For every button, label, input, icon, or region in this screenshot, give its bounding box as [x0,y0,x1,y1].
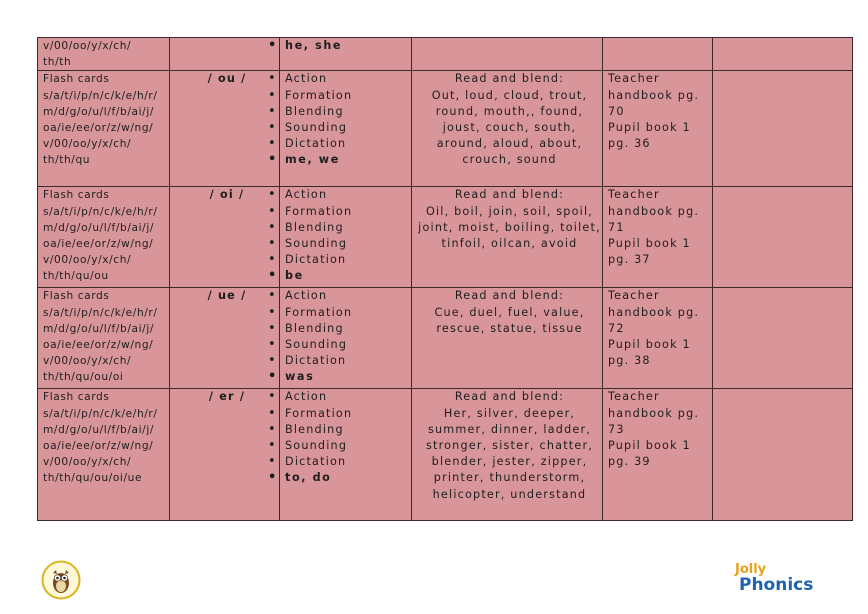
plan-row [38,71,853,187]
logo-phonics-text: Phonics [739,575,813,594]
activity-item: • Dictation [285,353,411,369]
activity-item: • Formation [285,88,411,104]
read-blend-words: Out, loud, cloud, trout, round, mouth,, found, joust, couch, south, around, aloud, about, crouch, sound [431,88,588,167]
resources-text: Teacher handbook pg. 70 Pupil book 1 pg. 36 [608,72,700,151]
tricky-words-item: • to, do [285,470,411,486]
tricky-words-item: • he, she [285,38,411,54]
tricky-words-item: • me, we [285,152,411,168]
sound-cell [170,187,280,288]
sound-cell [170,389,280,521]
notes-cell [713,71,853,187]
sound-label: / ue / [207,289,247,303]
tricky-words-item: • was [285,369,411,385]
plan-row [38,38,853,71]
resources-cell [603,389,713,521]
read-blend-words: Oil, boil, join, soil, spoil, joint, moist, boiling, toilet, tinfoil, oilcan, avoid [418,204,601,251]
activities-cell [280,187,412,288]
resources-text: Teacher handbook pg. 71 Pupil book 1 pg. 37 [608,188,700,267]
flash-cards-text: v/00/oo/y/x/ch/ th/th [43,40,132,69]
activities-list [285,38,411,54]
resources-cell [603,38,713,71]
activity-item: • Action [285,71,411,87]
activity-item: • Action [285,187,411,203]
activity-item: • Formation [285,406,411,422]
activities-list [285,187,411,284]
resources-cell [603,71,713,187]
resources-text: Teacher handbook pg. 72 Pupil book 1 pg. 38 [608,289,700,368]
flash-cards-text: Flash cards s/a/t/i/p/n/c/k/e/h/r/ m/d/g/o/u/l/f/b/ai/j/ oa/ie/ee/or/z/w/ng/ v/00/oo/y/x/ch/ th/th/qu/ou/oi/ue [43,391,158,485]
owl-logo-icon [41,560,81,600]
read-blend-cell [412,38,603,71]
flash-cards-text: Flash cards s/a/t/i/p/n/c/k/e/h/r/ m/d/g/o/u/l/f/b/ai/j/ oa/ie/ee/or/z/w/ng/ v/00/oo/y/x/ch/ th/th/qu/ou/oi [43,290,158,384]
notes-cell [713,389,853,521]
activity-item: • Action [285,389,411,405]
activity-item: • Dictation [285,136,411,152]
flash-cards-cell [38,389,170,521]
read-blend-cell [412,389,603,521]
activity-item: • Dictation [285,252,411,268]
notes-cell [713,187,853,288]
plan-row [38,288,853,389]
flash-cards-text: Flash cards s/a/t/i/p/n/c/k/e/h/r/ m/d/g/o/u/l/f/b/ai/j/ oa/ie/ee/or/z/w/ng/ v/00/oo/y/x/ch/ th/th/qu [43,73,158,167]
activity-item: • Sounding [285,337,411,353]
flash-cards-cell [38,288,170,389]
read-blend-heading: Read and blend: [454,390,565,404]
activities-cell [280,71,412,187]
resources-cell [603,187,713,288]
activities-list [285,389,411,486]
resources-text: Teacher handbook pg. 73 Pupil book 1 pg. 39 [608,390,700,469]
flash-cards-text: Flash cards s/a/t/i/p/n/c/k/e/h/r/ m/d/g/o/u/l/f/b/ai/j/ oa/ie/ee/or/z/w/ng/ v/00/oo/y/x/ch/ th/th/qu/ou [43,189,158,283]
activity-item: • Sounding [285,438,411,454]
jolly-phonics-logo [733,560,813,594]
activities-list [285,288,411,385]
flash-cards-cell [38,187,170,288]
plan-row [38,187,853,288]
activities-cell [280,38,412,71]
read-blend-heading: Read and blend: [454,72,565,86]
sound-cell [170,38,280,71]
activity-item: • Formation [285,305,411,321]
read-blend-cell [412,288,603,389]
sound-cell [170,71,280,187]
sound-label: / oi / [209,188,245,202]
logo-jolly-text: Jolly [735,562,767,577]
read-blend-words: Her, silver, deeper, summer, dinner, ladder, stronger, sister, chatter, blender, jester, zipper, printer, thunderstorm, helicopter, understand [425,406,594,501]
sound-label: / ou / [207,72,247,86]
activities-cell [280,389,412,521]
notes-cell [713,288,853,389]
activities-list [285,71,411,168]
read-blend-words: Cue, duel, fuel, value, rescue, statue, tissue [434,305,585,335]
sound-label: / er / [208,390,246,404]
activity-item: • Action [285,288,411,304]
flash-cards-cell [38,71,170,187]
activity-item: • Blending [285,220,411,236]
activity-item: • Dictation [285,454,411,470]
activity-item: • Sounding [285,120,411,136]
read-blend-heading: Read and blend: [454,188,565,202]
plan-row [38,389,853,521]
activity-item: • Sounding [285,236,411,252]
activities-cell [280,288,412,389]
read-blend-cell [412,71,603,187]
read-blend-heading: Read and blend: [454,289,565,303]
tricky-words-item: • be [285,268,411,284]
lesson-plan-table [37,37,853,521]
activity-item: • Blending [285,321,411,337]
notes-cell [713,38,853,71]
activity-item: • Formation [285,204,411,220]
activity-item: • Blending [285,422,411,438]
activity-item: • Blending [285,104,411,120]
sound-cell [170,288,280,389]
read-blend-cell [412,187,603,288]
resources-cell [603,288,713,389]
flash-cards-cell [38,38,170,71]
